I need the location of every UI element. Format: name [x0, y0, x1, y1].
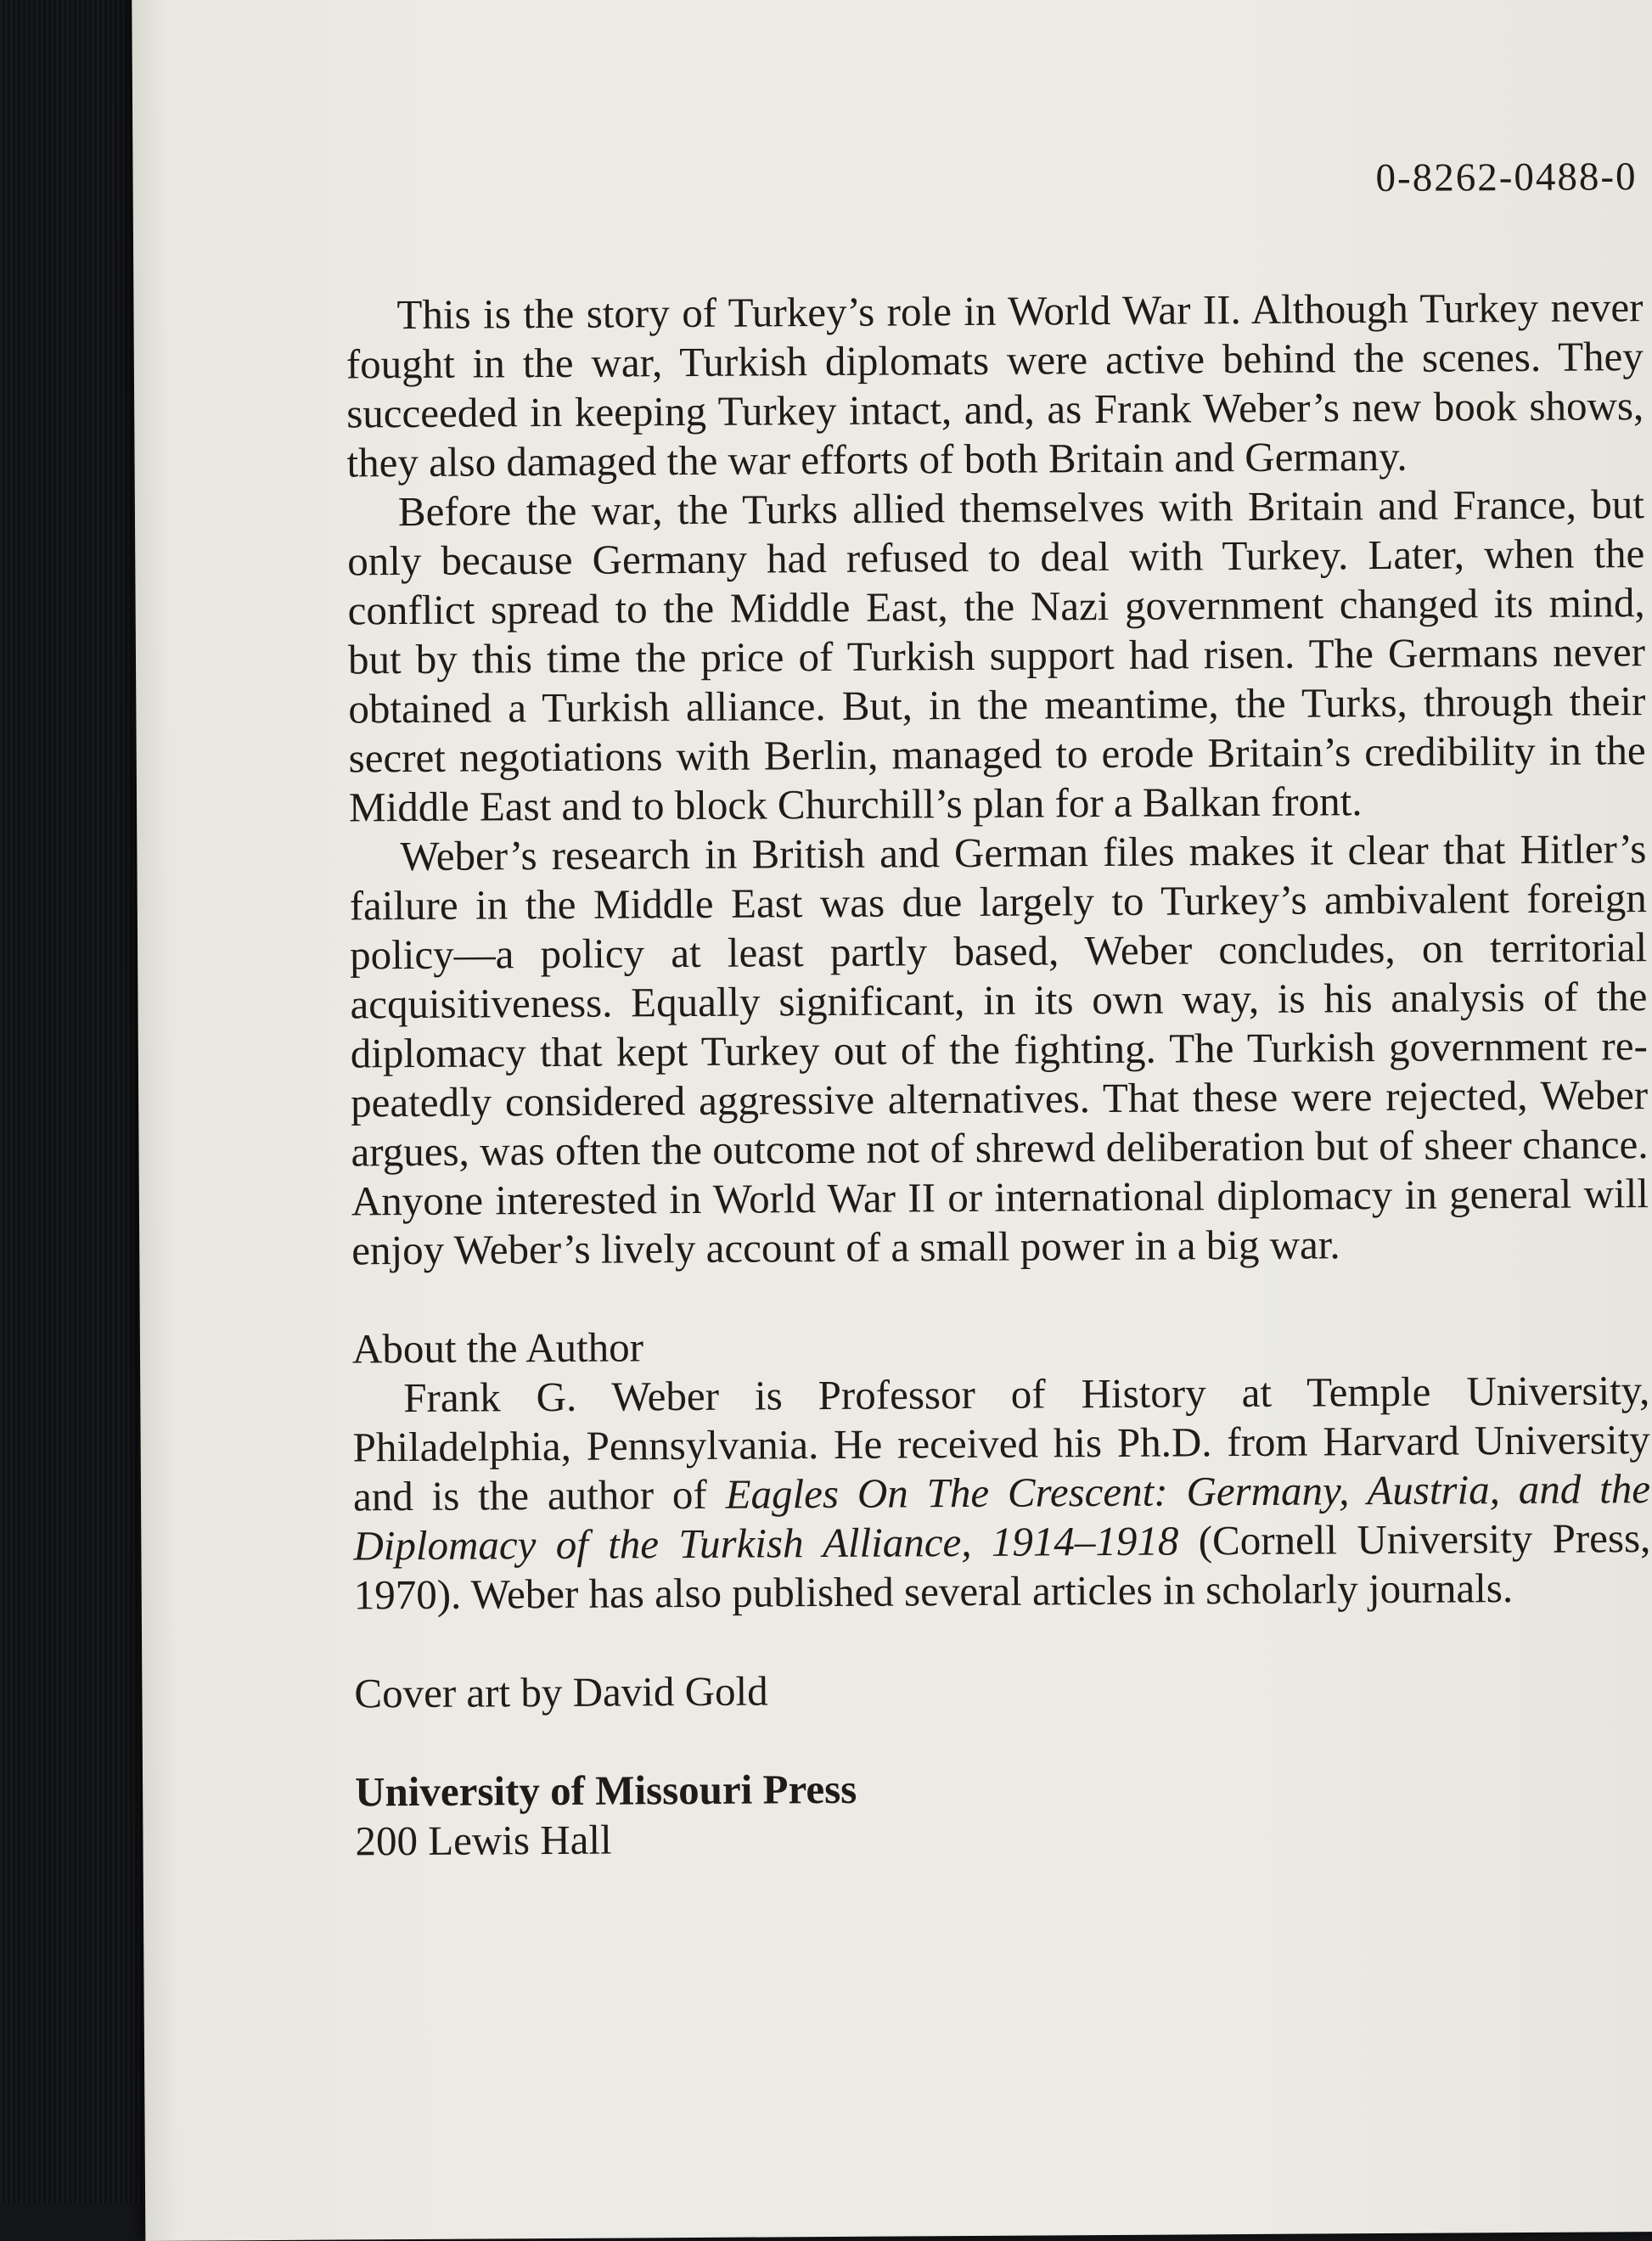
- publisher-name: University of Missouri Press: [354, 1765, 857, 1816]
- author-bio: [352, 1366, 1651, 1620]
- spacer: [354, 1612, 1651, 1669]
- isbn-number: 0-8262-0488-0: [1375, 154, 1638, 201]
- description-paragraph-3: Weber’s research in British and German files makes it clear that Hitler’s failure in the Middle East was due largely to Turkey’s ambivalent foreign policy—a policy at least partly based, Weber concludes, on territorial acquisitiveness. Equally significant, in its own way, is his analysis of the diplomacy that kept Turkey out of the fighting. The Turkish government repeatedly considered aggressive alternatives. That these were rejected, Weber argues, was often the outcome not of shrewd deliberation but of sheer chance. Anyone interested in World War II or international diplomacy in general will enjoy Weber’s lively account of a small power in a big war.: [349, 825, 1649, 1274]
- spacer: [355, 1710, 1652, 1767]
- cover-credit: Cover art by David Gold: [354, 1667, 768, 1717]
- about-author-heading: About the Author: [351, 1323, 644, 1373]
- book-jacket-back: [132, 0, 1652, 2241]
- description-paragraph-1: This is the story of Turkey’s role in World War II. Although Turkey never fought in the war, Turkish diplomats were active behind the scenes. They succeeded in keeping Turkey intact, and, as Frank Weber’s new book shows, they also damaged the war efforts of both Britain and Germany.: [346, 284, 1644, 486]
- author-bio-end: (Cornell University Press, 1970). Weber has also published several articles in scholarly journals.: [353, 1514, 1651, 1619]
- description-paragraph-2: Before the war, the Turks allied themselves with Britain and France, but only because Germany had refused to deal with Turkey. Later, when the conflict spread to the Middle East, the Nazi government changed its mind, but by this time the price of Turkish support had risen. The Germans never obtained a Turkish alliance. But, in the meantime, the Turks, through their secret negotiations with Berlin, managed to erode Britain’s credibility in the Middle East and to block Churchill’s plan for a Balkan front.: [347, 480, 1646, 831]
- author-bio-start: Frank G. Weber is Professor of History at Temple University, Philadelphia, Pennsylvania. He received his Ph.D. from Harvard University and is the author of: [352, 1367, 1650, 1520]
- publisher-address: 200 Lewis Hall: [355, 1816, 612, 1865]
- spacer: [351, 1267, 1649, 1324]
- book-title: Eagles On The Crescent: Germany, Austria, and the Diplomacy of the Turkish Alliance, 1914–1918: [353, 1465, 1651, 1570]
- jacket-text-block: [345, 152, 1652, 1866]
